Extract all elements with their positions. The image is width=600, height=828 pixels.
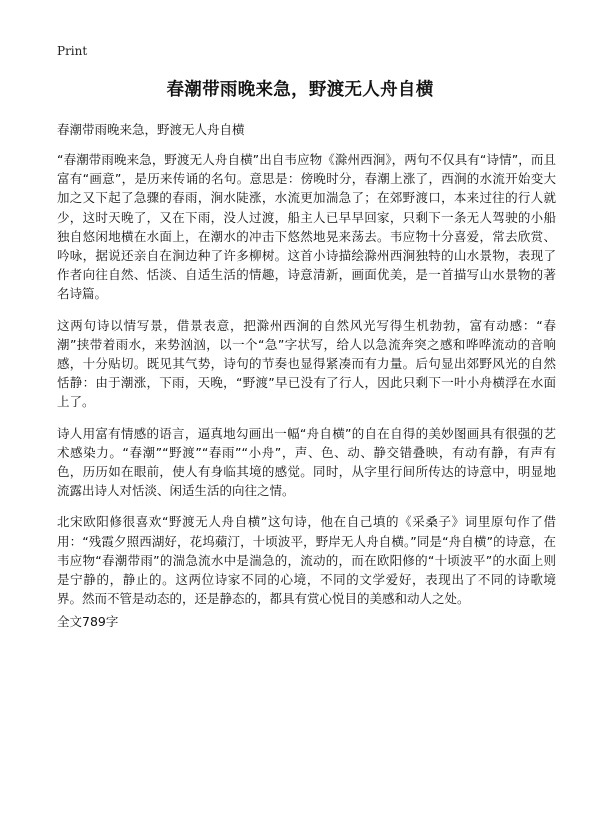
print-link[interactable]: Print <box>57 44 88 58</box>
word-count: 全文789字 <box>57 614 119 629</box>
paragraph-2: 这两句诗以情写景，借景表意，把滁州西涧的自然风光写得生机勃勃，富有动感：“春潮”挟带着雨水，来势汹汹，以一个“急”字状写，给人以急流奔突之感和哗哗流动的音响感，十分贴切。既见其气势，诗句的节奏也显得紧凑而有力量。后句显出郊野风光的自然恬静：由于潮涨，下雨，天晚，“野渡”早已没有了行人，因此只剩下一叶小舟横浮在水面上了。 <box>57 317 556 410</box>
paragraph-4: 北宋欧阳修很喜欢“野渡无人舟自横”这句诗，他在自己填的《采桑子》词里原句作了借用：“残霞夕照西湖好，花坞蘋汀，十顷波平，野岸无人舟自横。”同是“舟自横”的诗意，在韦应物“春潮带雨”的湍急流水中是湍急的，流动的，而在欧阳修的“十顷波平”的水面上则是宁静的，静止的。这两位诗家不同的心境，不同的文学爱好，表现出了不同的诗歌境界。然而不管是动态的，还是静态的，都具有赏心悦目的美感和动人之处。 <box>57 514 556 607</box>
article-body <box>57 150 556 620</box>
page-title: 春潮带雨晚来急，野渡无人舟自横 <box>166 80 434 100</box>
paragraph-3: 诗人用富有情感的语言，逼真地勾画出一幅“舟自横”的自在自得的美妙图画具有很强的艺术感染力。“春潮”“野渡”“春雨”“小舟”，声、色、动、静交错叠映，有动有静，有声有色，历历如在眼前，使人有身临其境的感觉。同时，从字里行间所传达的诗意中，明显地流露出诗人对恬淡、闲适生活的向往之情。 <box>57 425 556 499</box>
paragraph-1: “春潮带雨晚来急，野渡无人舟自横”出自韦应物《滁州西涧》，两句不仅具有“诗情”，而且富有“画意”，是历来传诵的名句。意思是：傍晚时分，春潮上涨了，西涧的水流开始变大加之又下起了急骤的春雨，涧水陡涨，水流更加湍急了；在郊野渡口，本来过往的行人就少，这时天晚了，又在下雨，没人过渡，船主人已早早回家，只剩下一条无人驾驶的小船独自悠闲地横在水面上，在潮水的冲击下悠然地晃来荡去。韦应物十分喜爱，常去欣赏、吟咏，据说还亲自在涧边种了许多柳树。这首小诗描绘滁州西涧独特的山水景物，表现了作者向往自然、恬淡、自适生活的情趣，诗意清新，画面优美，是一首描写山水景物的著名诗篇。 <box>57 152 556 302</box>
article-subtitle: 春潮带雨晚来急，野渡无人舟自横 <box>57 122 245 137</box>
